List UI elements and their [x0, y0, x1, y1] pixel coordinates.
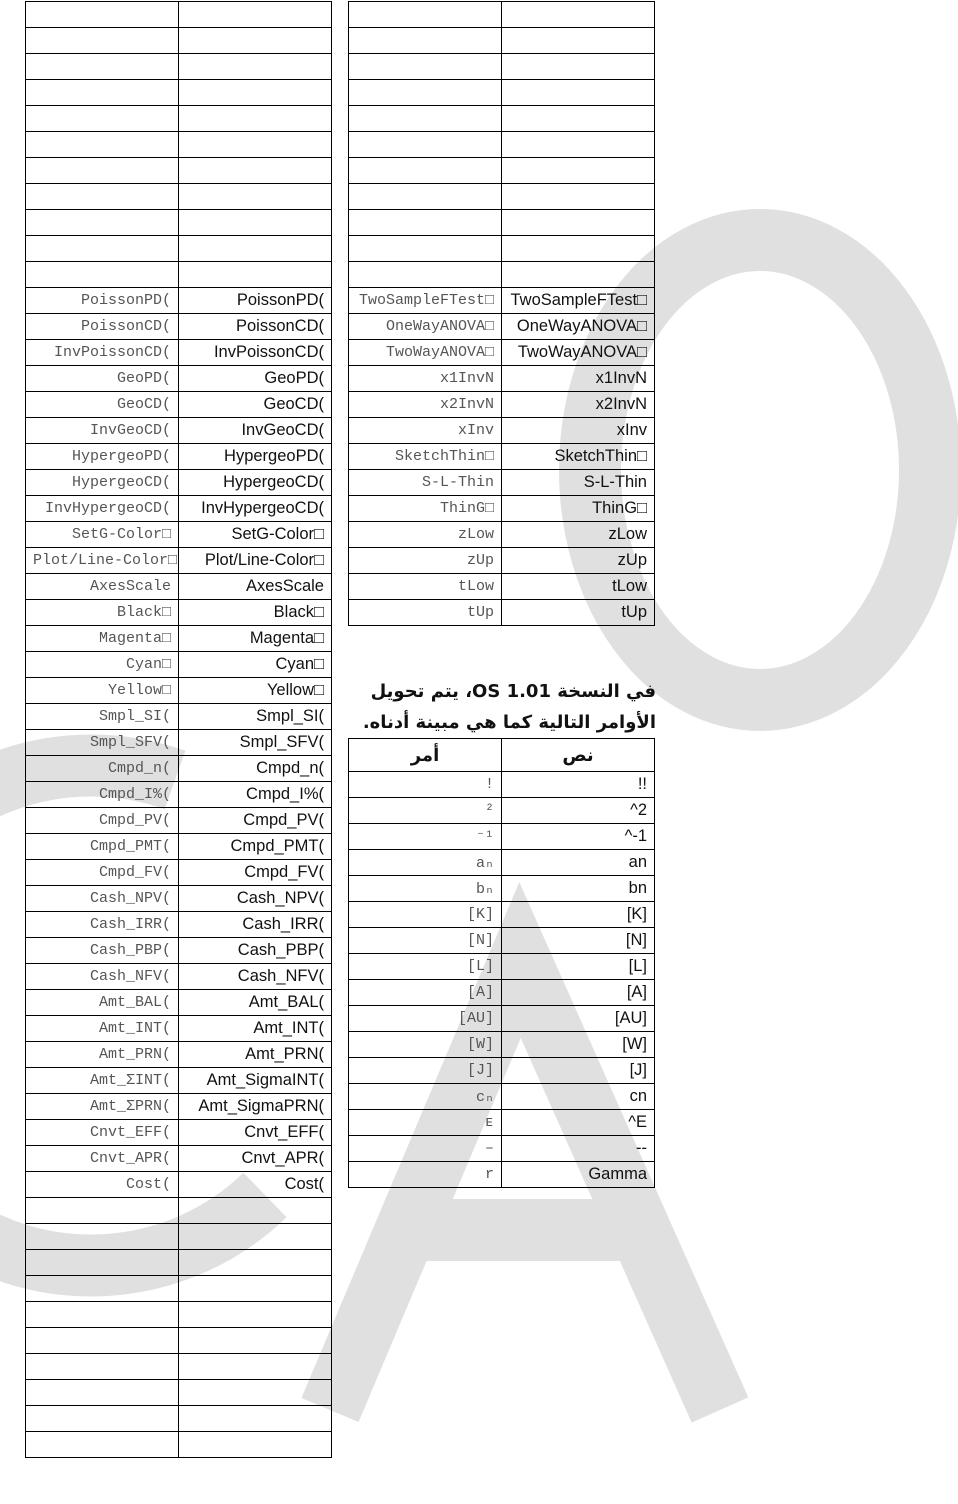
table-row [26, 288, 332, 314]
command-cell: xInv [349, 418, 502, 444]
text-cell: xInv [502, 418, 655, 444]
table-row [26, 496, 332, 522]
table-row [349, 366, 655, 392]
blank-row [26, 210, 332, 236]
text-cell: Amt_SigmaINT( [179, 1068, 332, 1094]
empty-cell [179, 1354, 332, 1380]
text-cell: x2InvN [502, 392, 655, 418]
text-cell: Amt_INT( [179, 1016, 332, 1042]
table-row [26, 704, 332, 730]
table-row [26, 366, 332, 392]
empty-cell [349, 54, 502, 80]
command-cell: Plot/Line-Color□ [26, 548, 179, 574]
table-row [26, 548, 332, 574]
text-cell: [L] [502, 954, 655, 980]
command-cell: bₙ [349, 876, 502, 902]
table-row [26, 730, 332, 756]
empty-cell [349, 236, 502, 262]
empty-cell [179, 1224, 332, 1250]
blank-row [26, 1380, 332, 1406]
text-cell: Magenta□ [179, 626, 332, 652]
empty-cell [349, 2, 502, 28]
text-cell: tLow [502, 574, 655, 600]
empty-cell [179, 210, 332, 236]
text-cell: GeoPD( [179, 366, 332, 392]
text-cell: [W] [502, 1032, 655, 1058]
blank-row [26, 106, 332, 132]
blank-row [26, 262, 332, 288]
text-cell: SetG-Color□ [179, 522, 332, 548]
table-row [26, 1094, 332, 1120]
text-cell: x1InvN [502, 366, 655, 392]
command-cell: PoissonCD( [26, 314, 179, 340]
command-cell: tLow [349, 574, 502, 600]
table-row [349, 902, 655, 928]
text-cell: Amt_PRN( [179, 1042, 332, 1068]
text-cell: AxesScale [179, 574, 332, 600]
table-row [349, 798, 655, 824]
blank-row [26, 1328, 332, 1354]
empty-cell [179, 28, 332, 54]
empty-cell [179, 132, 332, 158]
text-cell: zUp [502, 548, 655, 574]
command-cell: GeoPD( [26, 366, 179, 392]
table-row [349, 954, 655, 980]
table-row [26, 912, 332, 938]
table-row [349, 470, 655, 496]
table-row [26, 652, 332, 678]
text-cell: OneWayANOVA□ [502, 314, 655, 340]
text-cell: Gamma [502, 1162, 655, 1188]
empty-cell [502, 262, 655, 288]
text-cell: Black□ [179, 600, 332, 626]
blank-row [349, 132, 655, 158]
empty-cell [502, 236, 655, 262]
command-cell: TwoSampleFTest□ [349, 288, 502, 314]
command-cell: Cost( [26, 1172, 179, 1198]
command-cell: ² [349, 798, 502, 824]
table-row [349, 522, 655, 548]
table-row [26, 1120, 332, 1146]
empty-cell [502, 54, 655, 80]
note-line-2: الأوامر التالية كما هي مبينة أدناه. [362, 712, 656, 733]
command-cell: Amt_INT( [26, 1016, 179, 1042]
text-cell: zLow [502, 522, 655, 548]
command-cell: InvHypergeoCD( [26, 496, 179, 522]
command-cell: Magenta□ [26, 626, 179, 652]
text-cell: InvGeoCD( [179, 418, 332, 444]
empty-cell [349, 28, 502, 54]
text-cell: Cnvt_APR( [179, 1146, 332, 1172]
table-row [26, 964, 332, 990]
command-cell: Black□ [26, 600, 179, 626]
command-cell: Yellow□ [26, 678, 179, 704]
command-cell: Amt_BAL( [26, 990, 179, 1016]
blank-row [349, 80, 655, 106]
command-cell: ! [349, 772, 502, 798]
text-cell: bn [502, 876, 655, 902]
text-cell: -- [502, 1136, 655, 1162]
table-row [26, 470, 332, 496]
blank-row [26, 132, 332, 158]
empty-cell [179, 158, 332, 184]
text-cell: Cmpd_FV( [179, 860, 332, 886]
blank-row [349, 2, 655, 28]
empty-cell [26, 1276, 179, 1302]
text-cell: PoissonPD( [179, 288, 332, 314]
blank-row [26, 2, 332, 28]
empty-cell [179, 80, 332, 106]
empty-cell [179, 236, 332, 262]
table-row [26, 574, 332, 600]
command-cell: InvGeoCD( [26, 418, 179, 444]
table-row [26, 782, 332, 808]
text-cell: Cash_IRR( [179, 912, 332, 938]
empty-cell [26, 158, 179, 184]
empty-cell [179, 184, 332, 210]
blank-row [26, 1198, 332, 1224]
text-cell: Cash_NFV( [179, 964, 332, 990]
command-cell: x2InvN [349, 392, 502, 418]
text-cell: Yellow□ [179, 678, 332, 704]
command-cell: zLow [349, 522, 502, 548]
empty-cell [26, 1328, 179, 1354]
table-row [349, 574, 655, 600]
left-command-table [25, 1, 332, 1458]
text-cell: [A] [502, 980, 655, 1006]
command-cell: [W] [349, 1032, 502, 1058]
command-cell: Cmpd_FV( [26, 860, 179, 886]
empty-cell [179, 106, 332, 132]
text-cell: InvPoissonCD( [179, 340, 332, 366]
version-note [340, 676, 656, 738]
command-cell: [K] [349, 902, 502, 928]
command-cell: Amt_PRN( [26, 1042, 179, 1068]
command-cell: Smpl_SI( [26, 704, 179, 730]
command-cell: Cmpd_PMT( [26, 834, 179, 860]
text-cell: Cyan□ [179, 652, 332, 678]
table-row [349, 1162, 655, 1188]
blank-row [349, 236, 655, 262]
command-cell: ⁻¹ [349, 824, 502, 850]
empty-cell [26, 1224, 179, 1250]
empty-cell [502, 210, 655, 236]
command-cell: Cash_NFV( [26, 964, 179, 990]
command-cell: x1InvN [349, 366, 502, 392]
empty-cell [26, 106, 179, 132]
right-command-table [348, 1, 655, 626]
table-row [349, 1006, 655, 1032]
table-row [349, 772, 655, 798]
table-row [26, 678, 332, 704]
empty-cell [26, 1406, 179, 1432]
empty-cell [502, 158, 655, 184]
empty-cell [179, 1198, 332, 1224]
command-cell: InvPoissonCD( [26, 340, 179, 366]
table-row [349, 1032, 655, 1058]
command-cell: [A] [349, 980, 502, 1006]
command-cell: Cyan□ [26, 652, 179, 678]
table-row [26, 1172, 332, 1198]
command-cell: Cmpd_n( [26, 756, 179, 782]
table-row [349, 1110, 655, 1136]
empty-cell [502, 2, 655, 28]
empty-cell [26, 236, 179, 262]
note-line-1: في النسخة OS 1.01، يتم تحويل [370, 681, 656, 702]
empty-cell [349, 184, 502, 210]
text-cell: HypergeoPD( [179, 444, 332, 470]
blank-row [26, 1302, 332, 1328]
empty-cell [26, 54, 179, 80]
command-cell: Cash_NPV( [26, 886, 179, 912]
empty-cell [349, 80, 502, 106]
blank-row [349, 28, 655, 54]
blank-row [26, 54, 332, 80]
blank-row [26, 1406, 332, 1432]
command-cell: Cash_IRR( [26, 912, 179, 938]
table-row [349, 850, 655, 876]
command-cell: [AU] [349, 1006, 502, 1032]
command-cell: ThinG□ [349, 496, 502, 522]
table-row [26, 340, 332, 366]
command-cell: SetG-Color□ [26, 522, 179, 548]
table-row [26, 1068, 332, 1094]
blank-row [349, 262, 655, 288]
command-cell: S-L-Thin [349, 470, 502, 496]
command-cell: PoissonPD( [26, 288, 179, 314]
blank-row [349, 184, 655, 210]
text-cell: Cmpd_PMT( [179, 834, 332, 860]
table-row [349, 824, 655, 850]
command-cell: zUp [349, 548, 502, 574]
empty-cell [179, 1328, 332, 1354]
table-row [349, 392, 655, 418]
empty-cell [179, 1250, 332, 1276]
blank-row [26, 1354, 332, 1380]
text-cell: Amt_BAL( [179, 990, 332, 1016]
table-row [26, 1042, 332, 1068]
blank-row [349, 54, 655, 80]
text-cell: Cmpd_n( [179, 756, 332, 782]
empty-cell [26, 210, 179, 236]
command-cell: Cnvt_APR( [26, 1146, 179, 1172]
table-row [26, 860, 332, 886]
table-row [26, 444, 332, 470]
conversion-table [348, 738, 655, 1188]
header-text: نص [502, 739, 655, 772]
command-cell: [N] [349, 928, 502, 954]
table-row [26, 392, 332, 418]
text-cell: TwoSampleFTest□ [502, 288, 655, 314]
table-row [349, 314, 655, 340]
text-cell: S-L-Thin [502, 470, 655, 496]
empty-cell [26, 184, 179, 210]
text-cell: Smpl_SI( [179, 704, 332, 730]
table-row [26, 600, 332, 626]
blank-row [26, 1250, 332, 1276]
blank-row [26, 184, 332, 210]
command-cell: GeoCD( [26, 392, 179, 418]
text-cell: cn [502, 1084, 655, 1110]
text-cell: ^-1 [502, 824, 655, 850]
table-row [349, 548, 655, 574]
text-cell: TwoWayANOVA□ [502, 340, 655, 366]
empty-cell [26, 1380, 179, 1406]
table-row [26, 1016, 332, 1042]
table-row [26, 756, 332, 782]
empty-cell [26, 1432, 179, 1458]
blank-row [26, 1432, 332, 1458]
command-cell: Amt_ΣPRN( [26, 1094, 179, 1120]
table-row [349, 1136, 655, 1162]
text-cell: an [502, 850, 655, 876]
text-cell: !! [502, 772, 655, 798]
table-row [26, 990, 332, 1016]
command-cell: Cmpd_I%( [26, 782, 179, 808]
text-cell: SketchThin□ [502, 444, 655, 470]
table-row [26, 938, 332, 964]
empty-cell [179, 1276, 332, 1302]
table-row [349, 1084, 655, 1110]
text-cell: Cost( [179, 1172, 332, 1198]
blank-row [26, 158, 332, 184]
empty-cell [502, 80, 655, 106]
table-row [349, 340, 655, 366]
empty-cell [179, 262, 332, 288]
blank-row [26, 236, 332, 262]
empty-cell [26, 28, 179, 54]
blank-row [26, 1276, 332, 1302]
empty-cell [502, 132, 655, 158]
table-row [26, 886, 332, 912]
table-row [26, 314, 332, 340]
command-cell: tUp [349, 600, 502, 626]
header-command: أمر [349, 739, 502, 772]
table-row [26, 1146, 332, 1172]
table-row [349, 418, 655, 444]
command-cell: cₙ [349, 1084, 502, 1110]
text-cell: GeoCD( [179, 392, 332, 418]
text-cell: Cmpd_I%( [179, 782, 332, 808]
text-cell: [K] [502, 902, 655, 928]
command-cell: r [349, 1162, 502, 1188]
text-cell: Smpl_SFV( [179, 730, 332, 756]
table-row [349, 980, 655, 1006]
command-cell: Cash_PBP( [26, 938, 179, 964]
blank-row [26, 28, 332, 54]
text-cell: Cmpd_PV( [179, 808, 332, 834]
text-cell: ThinG□ [502, 496, 655, 522]
text-cell: [J] [502, 1058, 655, 1084]
empty-cell [26, 1354, 179, 1380]
command-cell: ᴇ [349, 1110, 502, 1136]
command-cell: TwoWayANOVA□ [349, 340, 502, 366]
command-cell: Smpl_SFV( [26, 730, 179, 756]
table-row [349, 928, 655, 954]
empty-cell [179, 1432, 332, 1458]
empty-cell [26, 1250, 179, 1276]
command-cell: aₙ [349, 850, 502, 876]
table-row [349, 600, 655, 626]
command-cell: SketchThin□ [349, 444, 502, 470]
text-cell: Cnvt_EFF( [179, 1120, 332, 1146]
empty-cell [26, 2, 179, 28]
empty-cell [502, 28, 655, 54]
text-cell: tUp [502, 600, 655, 626]
table-row [26, 808, 332, 834]
blank-row [26, 80, 332, 106]
text-cell: Cash_PBP( [179, 938, 332, 964]
empty-cell [26, 1302, 179, 1328]
table-row [349, 496, 655, 522]
table-row [26, 834, 332, 860]
table-row [349, 288, 655, 314]
text-cell: HypergeoCD( [179, 470, 332, 496]
command-cell: HypergeoCD( [26, 470, 179, 496]
empty-cell [179, 1302, 332, 1328]
text-cell: Cash_NPV( [179, 886, 332, 912]
blank-row [349, 210, 655, 236]
text-cell: [N] [502, 928, 655, 954]
text-cell: PoissonCD( [179, 314, 332, 340]
text-cell: Plot/Line-Color□ [179, 548, 332, 574]
blank-row [349, 158, 655, 184]
empty-cell [26, 132, 179, 158]
empty-cell [502, 106, 655, 132]
table-row [26, 418, 332, 444]
text-cell: ^2 [502, 798, 655, 824]
text-cell: Amt_SigmaPRN( [179, 1094, 332, 1120]
command-cell: Cnvt_EFF( [26, 1120, 179, 1146]
empty-cell [179, 2, 332, 28]
empty-cell [502, 184, 655, 210]
text-cell: ^E [502, 1110, 655, 1136]
command-cell: [L] [349, 954, 502, 980]
command-cell: Amt_ΣINT( [26, 1068, 179, 1094]
command-cell: – [349, 1136, 502, 1162]
conversion-table-header [349, 739, 655, 772]
empty-cell [26, 1198, 179, 1224]
command-cell: [J] [349, 1058, 502, 1084]
empty-cell [179, 1406, 332, 1432]
blank-row [26, 1224, 332, 1250]
text-cell: InvHypergeoCD( [179, 496, 332, 522]
empty-cell [349, 158, 502, 184]
empty-cell [349, 132, 502, 158]
empty-cell [179, 54, 332, 80]
command-cell: OneWayANOVA□ [349, 314, 502, 340]
empty-cell [349, 210, 502, 236]
empty-cell [349, 106, 502, 132]
table-row [349, 444, 655, 470]
command-cell: Cmpd_PV( [26, 808, 179, 834]
command-cell: AxesScale [26, 574, 179, 600]
command-cell: HypergeoPD( [26, 444, 179, 470]
empty-cell [26, 262, 179, 288]
empty-cell [179, 1380, 332, 1406]
empty-cell [26, 80, 179, 106]
table-row [26, 522, 332, 548]
text-cell: [AU] [502, 1006, 655, 1032]
blank-row [349, 106, 655, 132]
table-row [26, 626, 332, 652]
empty-cell [349, 262, 502, 288]
table-row [349, 876, 655, 902]
table-row [349, 1058, 655, 1084]
